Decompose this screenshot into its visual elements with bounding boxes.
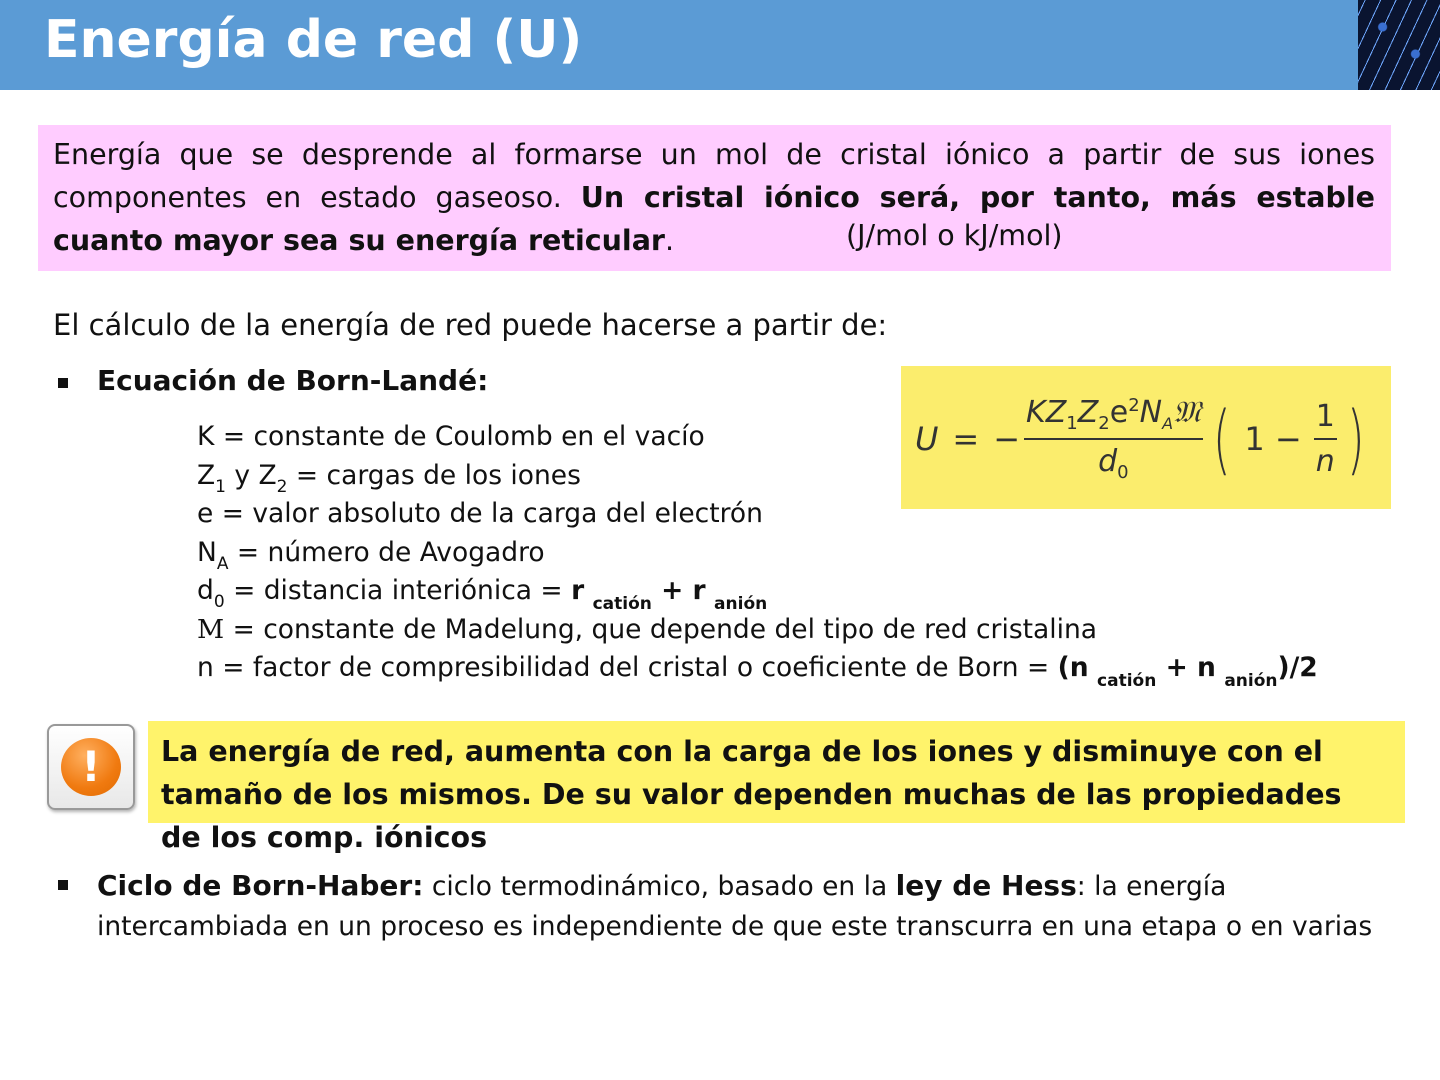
bullet-icon bbox=[58, 378, 68, 388]
born-lande-title: Ecuación de Born-Landé: bbox=[97, 364, 489, 397]
exclamation-icon: ! bbox=[61, 738, 121, 796]
formula-denominator: $d_0$ bbox=[1098, 443, 1129, 483]
slide-header bbox=[0, 0, 1440, 90]
right-paren: ) bbox=[1346, 393, 1365, 483]
formula-one: 1 − bbox=[1244, 419, 1302, 458]
definition-box bbox=[38, 125, 1391, 271]
definitions-list bbox=[197, 418, 1318, 691]
units-label: (J/mol o kJ/mol) bbox=[846, 219, 1063, 252]
slide-title: Energía de red (U) bbox=[44, 10, 583, 70]
crystal-lattice-image bbox=[1358, 0, 1440, 90]
def-d0: $d_0$ = distancia interiónica = r $_{catión}$ + r $_{anión}$ bbox=[197, 575, 768, 614]
formula-numerator: $KZ_1Z_2e^2N_A𝔐$ bbox=[1024, 395, 1203, 440]
note-text: La energía de red, aumenta con la carga de los iones y disminuye con el tamaño de los mismos. De su valor dependen muchas de las propiedades de los comp. iónicos bbox=[161, 735, 1342, 854]
definition-text: Energía que se desprende al formarse un mol de cristal iónico a partir de sus iones componentes en estado gaseoso. Un cristal iónico será, por tanto, más estable cuanto mayor sea su energía reticular. bbox=[53, 138, 1375, 257]
def-NA: $N_A$ = número de Avogadro bbox=[197, 536, 545, 574]
def-e: e = valor absoluto de la carga del electrón bbox=[197, 498, 763, 529]
formula-lhs: U bbox=[915, 419, 939, 458]
def-M: M = constante de Madelung, que depende del tipo de red cristalina bbox=[197, 613, 1098, 645]
formula-inverse-n: $\frac{1}{n}$ bbox=[1315, 398, 1335, 479]
def-K: K = constante de Coulomb en el vacío bbox=[197, 421, 705, 452]
def-Z: $Z_1$ y $Z_2$ = cargas de los iones bbox=[197, 459, 581, 497]
formula-minus: − bbox=[993, 419, 1021, 458]
formula-equals: = bbox=[952, 419, 980, 458]
warning-exclamation-icon bbox=[47, 724, 135, 810]
def-n: n = factor de compresibilidad del cristal o coeficiente de Born = (n $_{catión}$ + n $_{anión}$)/2 bbox=[197, 652, 1318, 691]
bullet-icon bbox=[58, 880, 68, 890]
born-haber-text: Ciclo de Born-Haber: ciclo termodinámico, basado en la ley de Hess: la energía intercambiada en un proceso es independiente de que este transcurra en una etapa o en varias bbox=[97, 869, 1373, 942]
left-paren: ( bbox=[1212, 393, 1231, 483]
intro-text: El cálculo de la energía de red puede hacerse a partir de: bbox=[53, 308, 888, 342]
